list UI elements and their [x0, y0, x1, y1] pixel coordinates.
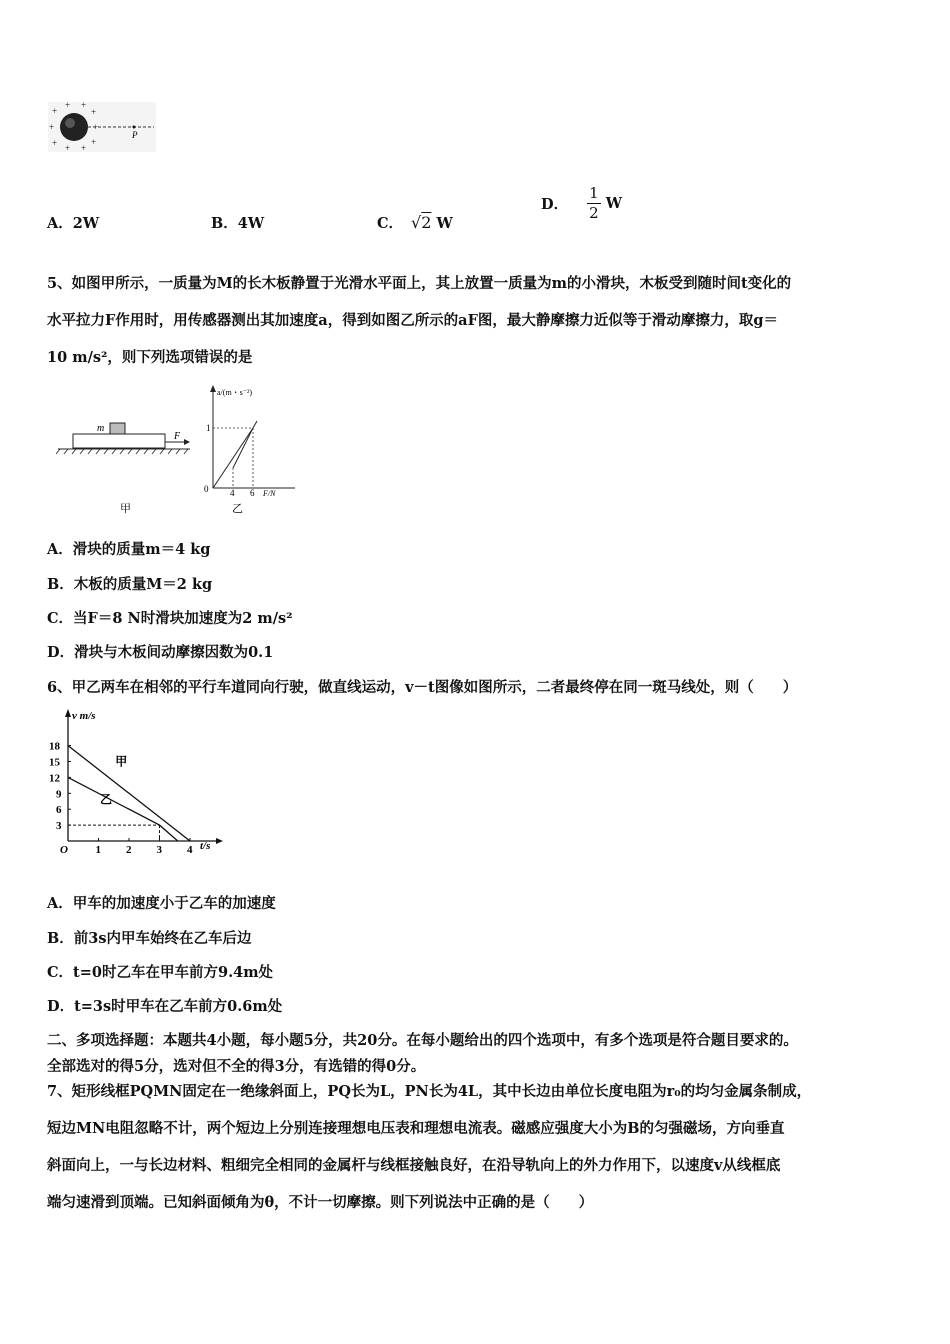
y-tick-label: 18: [49, 740, 60, 753]
svg-text:+: +: [93, 122, 99, 132]
a-f-graph: [200, 383, 300, 518]
x-tick-label: 2: [126, 844, 132, 855]
q7-line-3: 斜面向上，一与长边材料、粗细完全相同的金属杆与线框接触良好，在沿导轨向上的外力作用下，以速度v从线框底: [47, 1157, 781, 1174]
svg-text:+: +: [52, 106, 58, 116]
a-tick-1: 1: [206, 423, 211, 433]
q6-option-c: C．t=0时乙车在甲车前方9.4m处: [47, 964, 274, 981]
q5-option-c: C．当F＝8 N时滑块加速度为2 m/s²: [47, 610, 293, 627]
q5-option-a: A．滑块的质量m＝4 kg: [47, 541, 211, 558]
y-axis-label: v m/s: [72, 710, 96, 722]
y-tick-label: 9: [56, 788, 62, 801]
svg-text:+: +: [91, 137, 97, 147]
x-axis-label: t/s: [200, 840, 211, 852]
svg-text:+: +: [65, 143, 71, 152]
f-axis-label: F/N: [263, 489, 276, 498]
svg-text:+: +: [91, 107, 97, 117]
board-block-figure: [56, 415, 196, 520]
origin-label: O: [60, 844, 68, 855]
q5-line-3: 10 m/s²，则下列选项错误的是: [47, 349, 253, 366]
fig-jia-caption: 甲: [120, 503, 131, 515]
series-label-yi: 乙: [100, 792, 113, 807]
q7-line-4: 端匀速滑到顶端。已知斜面倾角为θ，不计一切摩擦。则下列说法中正确的是（ ）: [47, 1194, 594, 1211]
svg-text:+: +: [81, 102, 87, 110]
q4-option-d: D． $\frac{1}{2}$ W: [541, 184, 623, 222]
q6-option-b: B．前3s内甲车始终在乙车后边: [47, 930, 252, 947]
q4-option-a: A．2W: [47, 215, 100, 232]
x-tick-label: 4: [187, 844, 193, 855]
q5-option-b: B．木板的质量M＝2 kg: [47, 576, 213, 593]
y-tick-label: 15: [49, 756, 60, 769]
q6-option-a: A．甲车的加速度小于乙车的加速度: [47, 895, 276, 912]
block-m-label: m: [97, 423, 105, 434]
q5-option-d: D．滑块与木板间动摩擦因数为0.1: [47, 644, 274, 661]
point-p-label: P: [132, 130, 138, 140]
svg-text:+: +: [52, 138, 58, 148]
x-tick-label: 3: [156, 844, 162, 855]
section2-line-1: 二、多项选择题：本题共4小题，每小题5分，共20分。在每小题给出的四个选项中，有多个选项是符合题目要求的。: [47, 1032, 798, 1049]
q4-option-c: C． √2 W: [377, 213, 453, 232]
q4-option-b: B．4W: [211, 215, 265, 232]
a-axis-label: a/(m・s⁻²): [217, 388, 253, 397]
f-tick-6: 6: [250, 488, 255, 498]
v-t-chart: [44, 705, 224, 855]
svg-text:+: +: [49, 122, 55, 132]
q6-option-d: D．t=3s时甲车在乙车前方0.6m处: [47, 998, 283, 1015]
q5-line-1: 5、如图甲所示，一质量为M的长木板静置于光滑水平面上，其上放置一质量为m的小滑块，木板受到随时间t变化的: [47, 275, 792, 292]
q7-line-2: 短边MN电阻忽略不计，两个短边上分别连接理想电压表和理想电流表。磁感应强度大小为B的匀强磁场，方向垂直: [47, 1120, 785, 1137]
svg-text:+: +: [81, 143, 87, 152]
y-tick-label: 3: [56, 820, 62, 833]
y-tick-label: 12: [49, 772, 60, 785]
x-axis-arrow: [216, 838, 223, 844]
x-tick-label: 1: [95, 844, 101, 855]
origin-zero: 0: [204, 484, 209, 494]
section2-line-2: 全部选对的得5分，选对但不全的得3分，有选错的得0分。: [47, 1058, 426, 1075]
svg-text:+: +: [65, 102, 71, 110]
sphere-figure: [48, 102, 156, 152]
q5-line-2: 水平拉力F作用时，用传感器测出其加速度a，得到如图乙所示的aF图，最大静摩擦力近似等于滑动摩擦力，取g＝: [47, 312, 779, 329]
q7-line-1: 7、矩形线框PQMN固定在一绝缘斜面上，PQ长为L，PN长为4L，其中长边由单位长度电阻为r₀的均匀金属条制成，: [47, 1083, 812, 1100]
y-tick-label: 6: [56, 804, 62, 817]
series-label-jia: 甲: [115, 754, 128, 769]
fig-yi-caption: 乙: [232, 503, 243, 515]
f-tick-4: 4: [230, 488, 235, 498]
series-line-jia: [68, 746, 190, 841]
series-line-yi: [68, 777, 178, 841]
force-f-label: F: [174, 431, 181, 442]
q6-stem: 6、甲乙两车在相邻的平行车道同向行驶，做直线运动，v－t图像如图所示，二者最终停在同一斑马线处，则（ ）: [47, 679, 798, 696]
y-axis-arrow: [65, 709, 71, 717]
